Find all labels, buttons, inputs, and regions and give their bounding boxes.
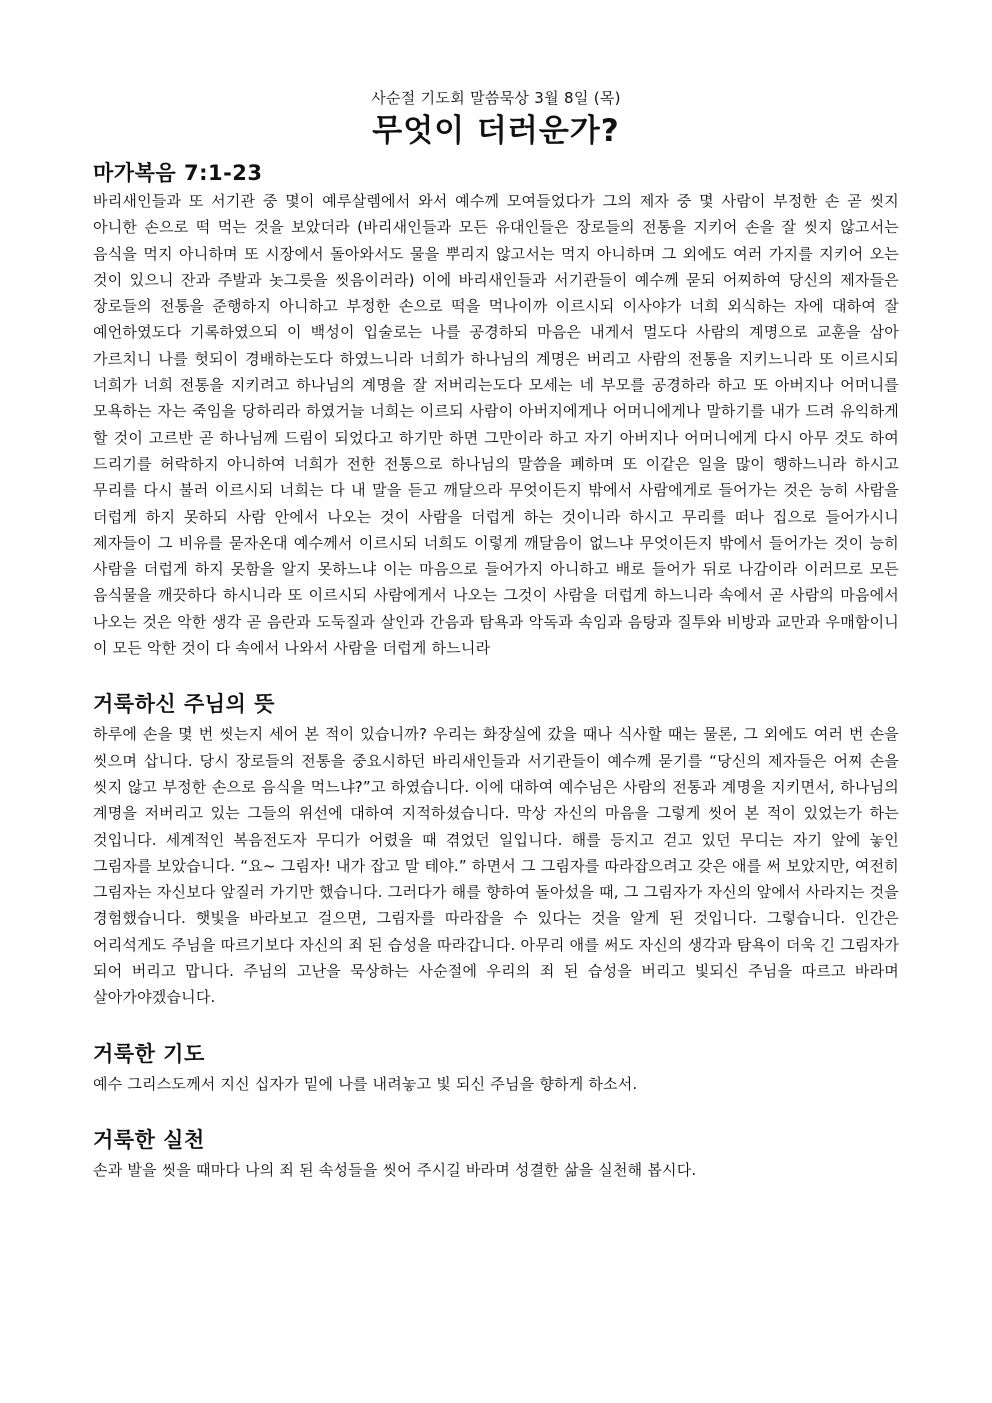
prayer-text: 예수 그리스도께서 지신 십자가 밑에 나를 내려놓고 빛 되신 주님을 향하게 하소서.	[93, 1074, 638, 1093]
scripture-text: 바리새인들과 또 서기관 중 몇이 예루살렘에서 와서 예수께 모여들었다가 그의 제자 중 몇 사람이 부정한 손 곧 씻지 아니한 손으로 떡 먹는 것을 보았더라 (바리새인들과 모든 유대인들은 장로들의 전통을 지키어 손을 잘 씻지 않고서는 음식을 먹지 아니하며 또 시장에서 돌아와서도 물을 뿌리지 않고서는 먹지 아니하며 그 외에도 여러 가지를 지키어 오는 것이 있으니 잔과 주발과 놋그릇을 씻음이러라) 이에 바리새인들과 서기관들이 예수께 묻되 어찌하여 당신의 제자들은 장로들의 전통을 준행하지 아니하고 부정한 손으로 떡을 먹나이까 이르시되 이사야가 너희 외식하는 자에 대하여 잘 예언하였도다 기록하였으되 이 백성이 입술로는 나를 공경하되 마음은 내게서 멀도다 사람의 계명으로 교훈을 삼아 가르치니 나를 헛되이 경배하는도다 하였느니라 너희가 하나님의 계명은 버리고 사람의 전통을 지키느니라 또 이르시되 너희가 너희 전통을 지키려고 하나님의 계명을 잘 저버리는도다 모세는 네 부모를 공경하라 하고 또 아버지나 어머니를 모욕하는 자는 죽임을 당하리라 하였거늘 너희는 이르되 사람이 아버지에게나 어머니에게나 말하기를 내가 드려 유익하게 할 것이 고르반 곧 하나님께 드림이 되었다고 하기만 하면 그만이라 하고 자기 아버지나 어머니에게 다시 아무 것도 하여 드리기를 허락하지 아니하여 너희가 전한 전통으로 하나님의 말씀을 폐하며 또 이같은 일을 많이 행하느니라 하시고 무리를 다시 불러 이르시되 너희는 다 내 말을 듣고 깨달으라 무엇이든지 밖에서 사람에게로 들어가는 것은 능히 사람을 더럽게 하지 못하되 사람 안에서 나오는 것이 사람을 더럽게 하는 것이니라 하시고 무리를 떠나 집으로 들어가시니 제자들이 그 비유를 묻자온대 예수께서 이르시되 너희도 이렇게 깨달음이 없느냐 무엇이든지 밖에서 들어가는 것이 능히 사람을 더럽게 하지 못함을 알지 못하느냐 이는 마음으로 들어가지 아니하고 배로 들어가 뒤로 나감이라 이러므로 모든 음식물을 깨끗하다 하시니라 또 이르시되 사람에게서 나오는 그것이 사람을 더럽게 하느니라 속에서 곧 사람의 마음에서 나오는 것은 악한 생각 곧 음란과 도둑질과 살인과 간음과 탐욕과 악독과 속임과 음탕과 질투와 비방과 교만과 우매함이니 이 모든 악한 것이 다 속에서 나와서 사람을 더럽게 하느니라	[93, 192, 899, 658]
meditation-text: 하루에 손을 몇 번 씻는지 세어 본 적이 있습니까? 우리는 화장실에 갔을 때나 식사할 때는 물론, 그 외에도 여러 번 손을 씻으며 삽니다. 당시 장로들의 전통을 중요시하던 바리새인들과 서기관들이 예수께 묻기를 “당신의 제자들은 어찌 손을 씻지 않고 부정한 손으로 음식을 먹느냐?”고 하였습니다. 이에 대하여 예수님은 사람의 전통과 계명을 지키면서, 하나님의 계명을 저버리고 있는 그들의 위선에 대하여 지적하셨습니다. 막상 자신의 마음을 그렇게 씻어 본 적이 있었는가 하는 것입니다. 세계적인 복음전도자 무디가 어렸을 때 겪었던 일입니다. 해를 등지고 걷고 있던 무디는 자기 앞에 놓인 그림자를 보았습니다. “요~ 그림자! 내가 잡고 말 테야.” 하면서 그 그림자를 따라잡으려고 갖은 애를 써 보았지만, 여전히 그림자는 자신보다 앞질러 가기만 했습니다. 그러다가 해를 향하여 돌아섰을 때, 그 그림자가 자신의 앞에서 사라지는 것을 경험했습니다. 햇빛을 바라보고 걸으면, 그림자를 따라잡을 수 있다는 것을 알게 된 것입니다. 그렇습니다. 인간은 어리석게도 주님을 따르기보다 자신의 죄 된 습성을 따라갑니다. 아무리 애를 써도 자신의 생각과 탐욕이 더욱 긴 그림자가 되어 버리고 맙니다. 주님의 고난을 묵상하는 사순절에 우리의 죄 된 습성을 버리고 빛되신 주님을 따르고 바라며 살아가야겠습니다.	[93, 725, 899, 1007]
meditation-heading: 거룩하신 주님의 뜻	[93, 692, 275, 717]
prayer-heading: 거룩한 기도	[93, 1041, 205, 1066]
meditation-section	[93, 689, 899, 1010]
section-spacer	[93, 1097, 899, 1125]
scripture-heading: 마가복음 7:1-23	[93, 161, 263, 185]
section-spacer	[93, 661, 899, 689]
practice-section	[93, 1125, 899, 1183]
document-page	[93, 88, 899, 1183]
practice-heading: 거룩한 실천	[93, 1127, 205, 1152]
scripture-section	[93, 158, 899, 661]
document-subtitle: 사순절 기도회 말씀묵상 3월 8일 (목)	[371, 89, 621, 107]
practice-text: 손과 발을 씻을 때마다 나의 죄 된 속성들을 씻어 주시길 바라며 성결한 삶을 실천해 봅시다.	[93, 1160, 697, 1179]
section-spacer	[93, 1011, 899, 1039]
document-title: 무엇이 더러운가?	[372, 113, 620, 149]
prayer-section	[93, 1039, 899, 1097]
